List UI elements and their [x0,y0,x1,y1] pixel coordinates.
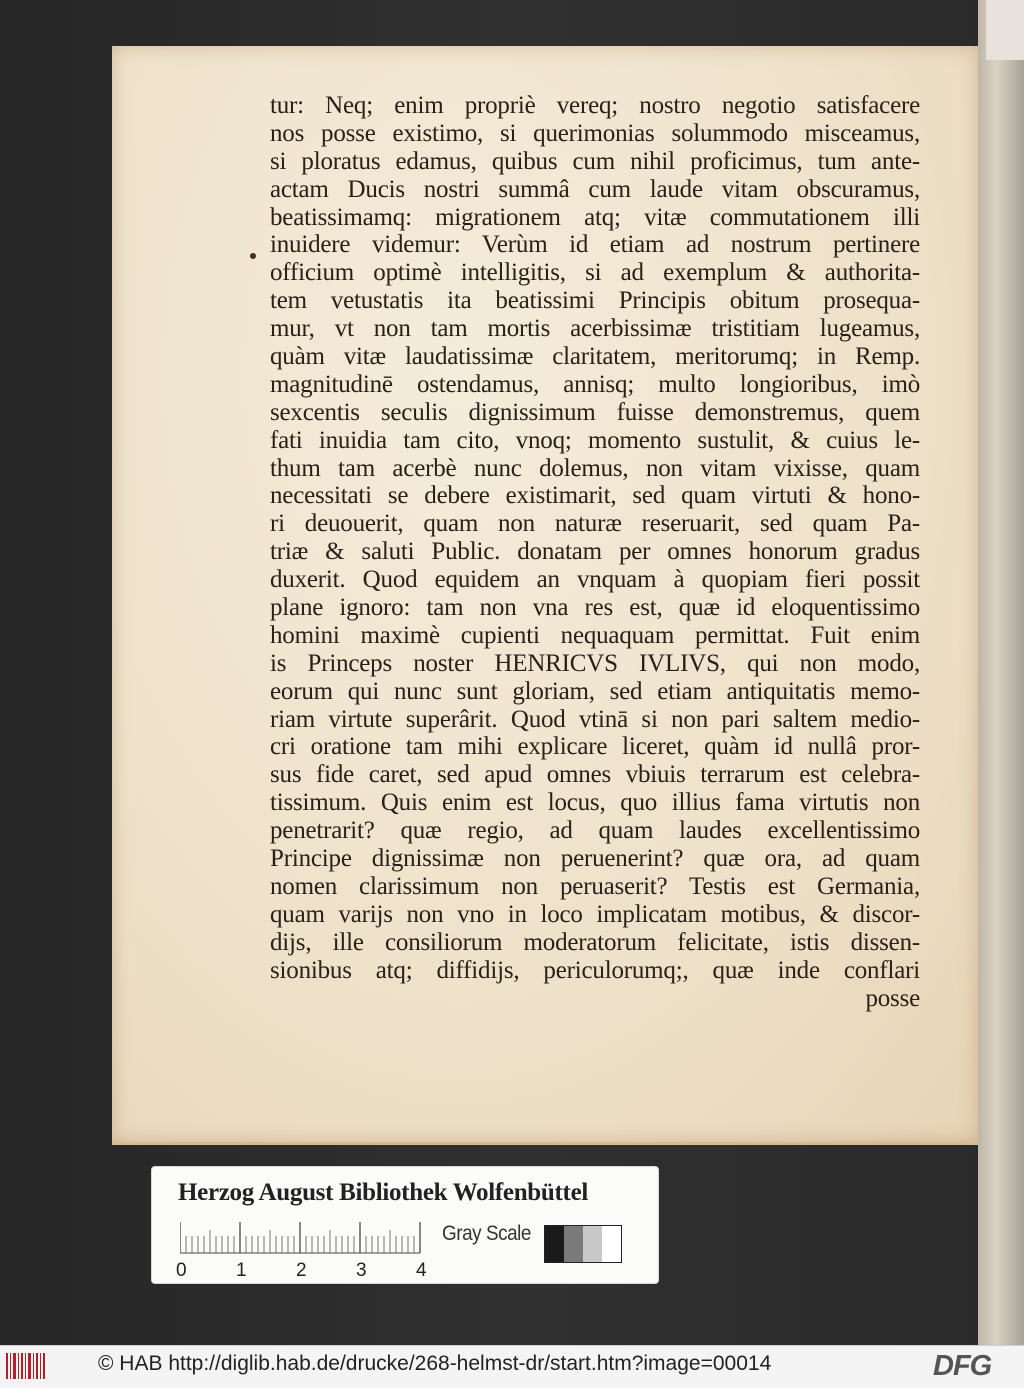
gray-swatch [602,1226,621,1262]
ruler-number: 3 [356,1260,367,1281]
gray-scale-swatches [544,1225,622,1263]
text-line: cri oratione tam mihi explicare liceret, quàm id nullâ pror- [270,733,920,761]
text-line: thum tam acerbè nunc dolemus, non vitam vixisse, quam [270,454,920,482]
adjacent-page-corner [986,0,1024,60]
text-line: inuidere videmur: Verùm id etiam ad nostrum pertinere [270,231,920,259]
text-line: penetrarit? quæ regio, ad quam laudes excellentissimo [270,817,920,845]
barcode-icon [6,1351,46,1381]
ruler-numbers [176,1260,436,1284]
text-line: nomen clarissimum non peruaserit? Testis est Germania, [270,872,920,900]
gray-swatch [583,1226,602,1262]
text-line: mur, vt non tam mortis acerbissimæ tristitiam lugeamus, [270,315,920,343]
gray-swatch [545,1226,564,1262]
gray-swatch [564,1226,583,1262]
text-line: tem vetustatis ita beatissimi Principis obitum prosequa- [270,287,920,315]
margin-mark [250,253,256,259]
ruler-number: 1 [236,1260,247,1281]
catchword: posse [865,984,920,1012]
ruler-number: 4 [416,1260,427,1281]
text-line: fati inuidia tam cito, vnoq; momento sustulit, & cuius le- [270,426,920,454]
text-line: sionibus atq; diffidijs, periculorumq;, quæ inde conflari [270,956,920,984]
gray-scale-label: Gray Scale [442,1222,531,1245]
text-line: triæ & saluti Public. donatam per omnes honorum gradus [270,538,920,566]
text-line: si ploratus edamus, quibus cum nihil proficimus, tum ante- [270,147,920,175]
dfg-logo: DFG [933,1350,992,1382]
text-line: necessitati se debere existimarit, sed quam virtuti & hono- [270,482,920,510]
ruler-number: 0 [176,1260,187,1281]
text-line: tissimum. Quis enim est locus, quo illius fama virtutis non [270,789,920,817]
text-line: sexcentis seculis dignissimum fuisse demonstremus, quem [270,398,920,426]
text-line: riam virtute superârit. Quod vtinā si non pari saltem medio- [270,705,920,733]
text-line: actam Ducis nostri summâ cum laude vitam obscuramus, [270,175,920,203]
ruler-number: 2 [296,1260,307,1281]
text-line: dijs, ille consiliorum moderatorum felicitate, istis dissen- [270,928,920,956]
library-name: Herzog August Bibliothek Wolfenbüttel [178,1179,589,1206]
text-line: Principe dignissimæ non peruenerint? quæ ora, ad quam [270,845,920,873]
text-line: plane ignoro: tam non vna res est, quæ id eloquentissimo [270,594,920,622]
text-line: beatissimamq: migrationem atq; vitæ commutationem illi [270,203,920,231]
text-line: quam varijs non vno in loco implicatam motibus, & discor- [270,900,920,928]
text-line: officium optimè intelligitis, si ad exemplum & authorita- [270,259,920,287]
text-line: nos posse existimo, si querimonias solummodo misceamus, [270,119,920,147]
text-line: tur: Neq; enim propriè vereq; nostro negotio satisfacere [270,92,920,119]
text-line: ri deuouerit, quam non naturæ reseruarit, sed quam Pa- [270,510,920,538]
scale-ruler [180,1220,430,1254]
text-line: magnitudinē ostendamus, annisq; multo longioribus, imò [270,370,920,398]
text-line: eorum qui nunc sunt gloriam, sed etiam antiquitatis memo- [270,677,920,705]
text-line: homini maximè cupienti nequaquam permittat. Fuit enim [270,621,920,649]
text-line: quàm vitæ laudatissimæ claritatem, meritorumq; in Remp. [270,343,920,371]
page-text [270,92,920,1012]
text-line: is Princeps noster HENRICVS IVLIVS, qui non modo, [270,649,920,677]
adjacent-page-edge [978,0,1024,1345]
source-link[interactable]: © HAB http://diglib.hab.de/drucke/268-helmst-dr/start.htm?image=00014 [98,1352,772,1375]
text-line: sus fide caret, sed apud omnes vbiuis terrarum est celebra- [270,761,920,789]
text-line: duxerit. Quod equidem an vnquam à quopiam fieri possit [270,566,920,594]
